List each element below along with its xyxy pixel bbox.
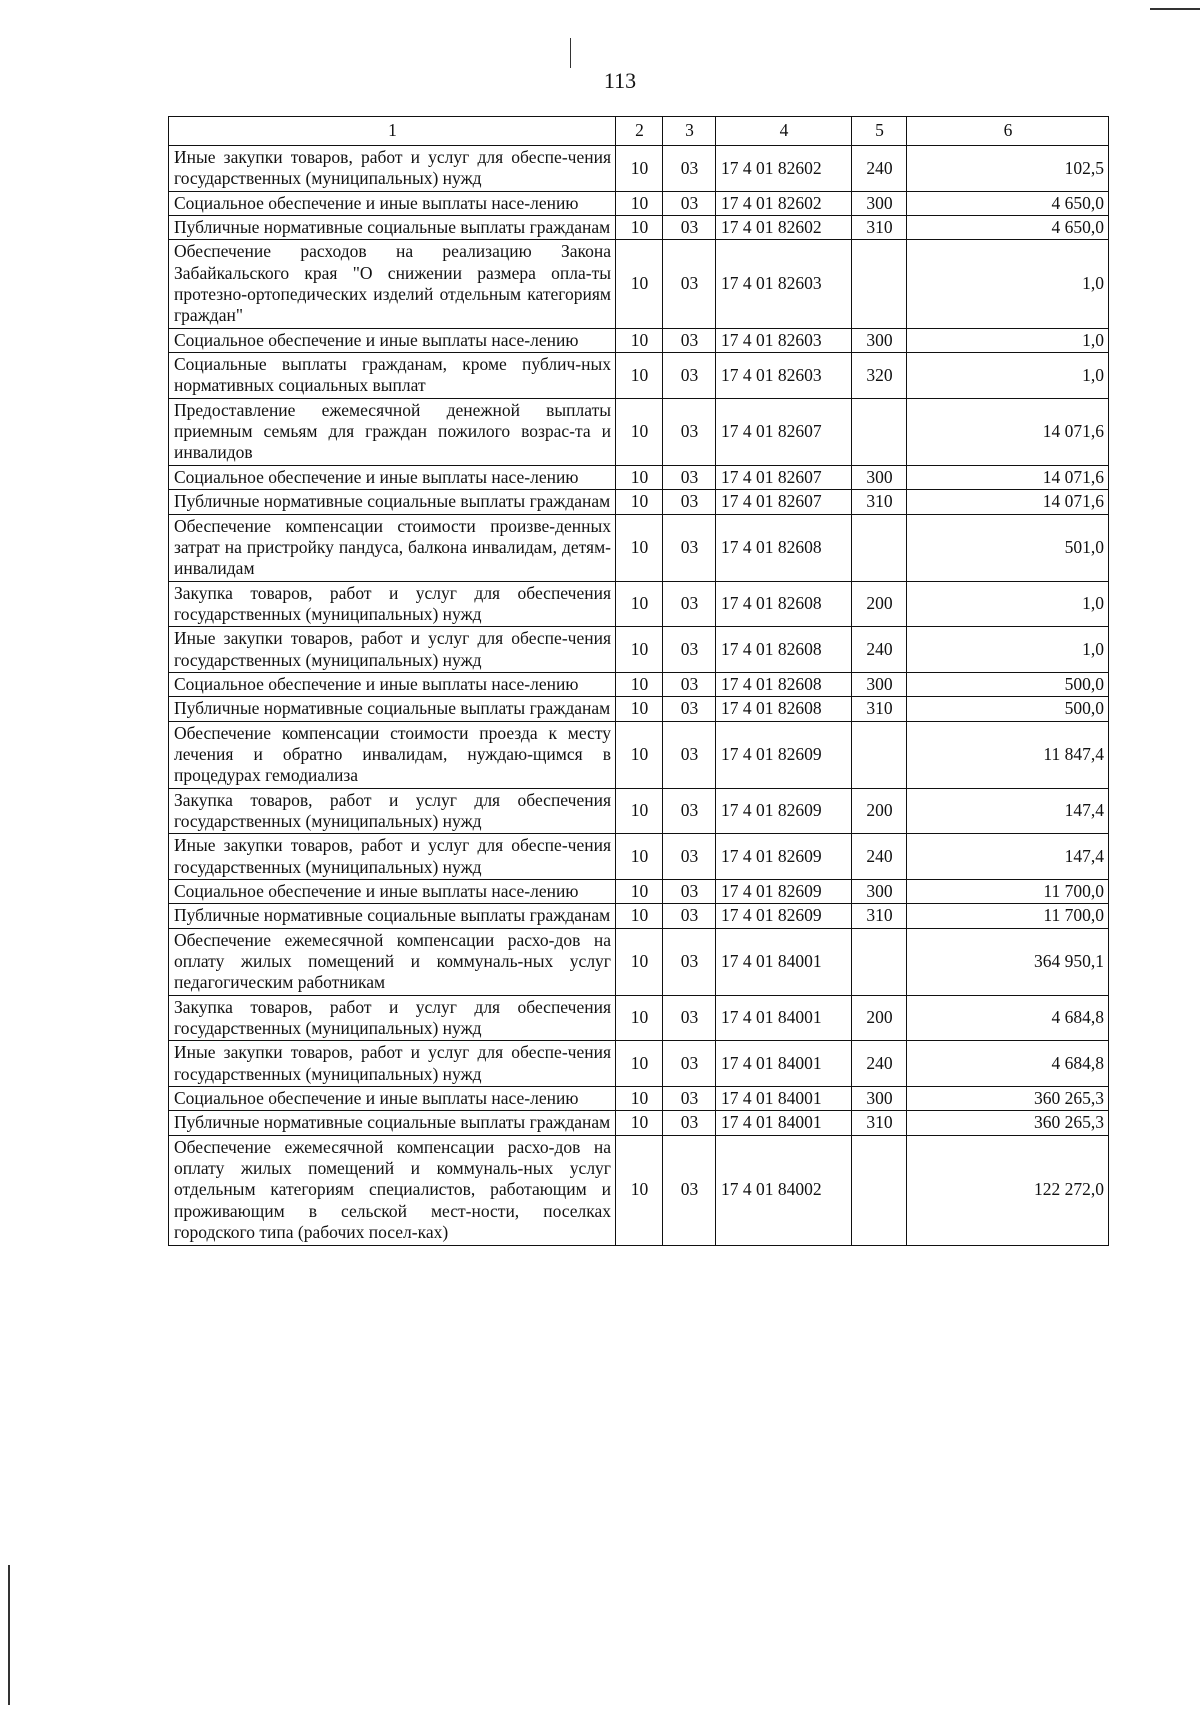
- table-row: [169, 904, 1109, 928]
- table-row: [169, 465, 1109, 489]
- table-row: [169, 834, 1109, 880]
- row-expense-type-cell: [852, 721, 907, 788]
- table-row: [169, 697, 1109, 721]
- row-section-cell: 10: [616, 398, 663, 465]
- row-sum-cell: 147,4: [907, 834, 1109, 880]
- row-subsection-cell: 03: [663, 904, 716, 928]
- table-row: [169, 1041, 1109, 1087]
- row-sum-cell: 360 265,3: [907, 1087, 1109, 1111]
- row-subsection-cell: 03: [663, 697, 716, 721]
- row-section-cell: 10: [616, 627, 663, 673]
- row-expense-type-cell: 300: [852, 191, 907, 215]
- row-section-cell: 10: [616, 490, 663, 514]
- row-name-cell: Иные закупки товаров, работ и услуг для обеспе-чения государственных (муниципальных) нужд: [169, 146, 616, 192]
- row-subsection-cell: 03: [663, 1111, 716, 1135]
- row-section-cell: 10: [616, 697, 663, 721]
- row-section-cell: 10: [616, 995, 663, 1041]
- row-subsection-cell: 03: [663, 490, 716, 514]
- table-row: [169, 353, 1109, 399]
- row-sum-cell: 11 700,0: [907, 904, 1109, 928]
- row-target-code-cell: 17 4 01 82603: [716, 328, 852, 352]
- row-section-cell: 10: [616, 1087, 663, 1111]
- row-expense-type-cell: [852, 928, 907, 995]
- row-name-cell: Социальное обеспечение и иные выплаты насе-лению: [169, 1087, 616, 1111]
- table-row: [169, 216, 1109, 240]
- table-row: [169, 721, 1109, 788]
- row-section-cell: 10: [616, 191, 663, 215]
- table-row: [169, 880, 1109, 904]
- row-expense-type-cell: [852, 1135, 907, 1245]
- row-subsection-cell: 03: [663, 834, 716, 880]
- table-row: [169, 328, 1109, 352]
- row-subsection-cell: 03: [663, 240, 716, 328]
- row-sum-cell: 500,0: [907, 672, 1109, 696]
- row-section-cell: 10: [616, 353, 663, 399]
- table-header-row: [169, 117, 1109, 146]
- row-target-code-cell: 17 4 01 84001: [716, 928, 852, 995]
- row-name-cell: Закупка товаров, работ и услуг для обеспечения государственных (муниципальных) нужд: [169, 788, 616, 834]
- row-sum-cell: 122 272,0: [907, 1135, 1109, 1245]
- row-target-code-cell: 17 4 01 82608: [716, 672, 852, 696]
- table-row: [169, 1087, 1109, 1111]
- table-row: [169, 240, 1109, 328]
- row-subsection-cell: 03: [663, 1087, 716, 1111]
- header-cell-2: 2: [616, 117, 663, 146]
- row-name-cell: Социальные выплаты гражданам, кроме публич-ных нормативных социальных выплат: [169, 353, 616, 399]
- row-target-code-cell: 17 4 01 82609: [716, 904, 852, 928]
- row-name-cell: Обеспечение расходов на реализацию Закона Забайкальского края "О снижении размера опла-ты протезно-ортопедических изделий отдельным категориям граждан": [169, 240, 616, 328]
- row-target-code-cell: 17 4 01 82602: [716, 191, 852, 215]
- row-sum-cell: 1,0: [907, 240, 1109, 328]
- row-expense-type-cell: 300: [852, 672, 907, 696]
- row-target-code-cell: 17 4 01 82607: [716, 398, 852, 465]
- scan-mark-top-right: [1150, 8, 1200, 10]
- row-name-cell: Закупка товаров, работ и услуг для обеспечения государственных (муниципальных) нужд: [169, 995, 616, 1041]
- row-target-code-cell: 17 4 01 84001: [716, 1087, 852, 1111]
- row-name-cell: Социальное обеспечение и иные выплаты насе-лению: [169, 191, 616, 215]
- row-sum-cell: 11 700,0: [907, 880, 1109, 904]
- row-section-cell: 10: [616, 834, 663, 880]
- row-sum-cell: 147,4: [907, 788, 1109, 834]
- row-sum-cell: 1,0: [907, 353, 1109, 399]
- row-section-cell: 10: [616, 880, 663, 904]
- row-target-code-cell: 17 4 01 82609: [716, 788, 852, 834]
- row-name-cell: Иные закупки товаров, работ и услуг для обеспе-чения государственных (муниципальных) нужд: [169, 834, 616, 880]
- scan-mark-top-center: [570, 38, 571, 68]
- row-target-code-cell: 17 4 01 82608: [716, 697, 852, 721]
- table-row: [169, 1135, 1109, 1245]
- row-name-cell: Социальное обеспечение и иные выплаты насе-лению: [169, 328, 616, 352]
- row-name-cell: Обеспечение ежемесячной компенсации расхо-дов на оплату жилых помещений и коммуналь-ных услуг педагогическим работникам: [169, 928, 616, 995]
- row-target-code-cell: 17 4 01 84001: [716, 1041, 852, 1087]
- row-name-cell: Иные закупки товаров, работ и услуг для обеспе-чения государственных (муниципальных) нужд: [169, 1041, 616, 1087]
- row-sum-cell: 1,0: [907, 581, 1109, 627]
- row-target-code-cell: 17 4 01 82607: [716, 465, 852, 489]
- row-sum-cell: 11 847,4: [907, 721, 1109, 788]
- row-section-cell: 10: [616, 216, 663, 240]
- row-sum-cell: 501,0: [907, 514, 1109, 581]
- row-target-code-cell: 17 4 01 82602: [716, 216, 852, 240]
- header-cell-4: 4: [716, 117, 852, 146]
- row-target-code-cell: 17 4 01 82609: [716, 721, 852, 788]
- row-target-code-cell: 17 4 01 84001: [716, 1111, 852, 1135]
- row-expense-type-cell: 300: [852, 328, 907, 352]
- header-cell-5: 5: [852, 117, 907, 146]
- row-name-cell: Публичные нормативные социальные выплаты гражданам: [169, 904, 616, 928]
- row-section-cell: 10: [616, 1135, 663, 1245]
- table-row: [169, 928, 1109, 995]
- header-cell-3: 3: [663, 117, 716, 146]
- row-expense-type-cell: 300: [852, 880, 907, 904]
- row-target-code-cell: 17 4 01 82609: [716, 880, 852, 904]
- row-sum-cell: 4 684,8: [907, 1041, 1109, 1087]
- row-section-cell: 10: [616, 1041, 663, 1087]
- row-target-code-cell: 17 4 01 82607: [716, 490, 852, 514]
- row-sum-cell: 14 071,6: [907, 465, 1109, 489]
- row-sum-cell: 1,0: [907, 328, 1109, 352]
- row-subsection-cell: 03: [663, 721, 716, 788]
- row-section-cell: 10: [616, 146, 663, 192]
- table-row: [169, 191, 1109, 215]
- row-name-cell: Обеспечение компенсации стоимости произве-денных затрат на пристройку пандуса, балкона инвалидам, детям-инвалидам: [169, 514, 616, 581]
- row-name-cell: Публичные нормативные социальные выплаты гражданам: [169, 1111, 616, 1135]
- row-name-cell: Публичные нормативные социальные выплаты гражданам: [169, 216, 616, 240]
- row-subsection-cell: 03: [663, 995, 716, 1041]
- table-row: [169, 788, 1109, 834]
- row-target-code-cell: 17 4 01 82609: [716, 834, 852, 880]
- row-subsection-cell: 03: [663, 928, 716, 995]
- row-target-code-cell: 17 4 01 82603: [716, 240, 852, 328]
- page-number: 113: [603, 68, 637, 93]
- row-sum-cell: 4 650,0: [907, 191, 1109, 215]
- row-expense-type-cell: 200: [852, 995, 907, 1041]
- row-name-cell: Закупка товаров, работ и услуг для обеспечения государственных (муниципальных) нужд: [169, 581, 616, 627]
- row-section-cell: 10: [616, 928, 663, 995]
- row-section-cell: 10: [616, 672, 663, 696]
- header-cell-6: 6: [907, 117, 1109, 146]
- row-target-code-cell: 17 4 01 82602: [716, 146, 852, 192]
- table-row: [169, 514, 1109, 581]
- row-sum-cell: 4 650,0: [907, 216, 1109, 240]
- row-subsection-cell: 03: [663, 398, 716, 465]
- row-sum-cell: 364 950,1: [907, 928, 1109, 995]
- row-target-code-cell: 17 4 01 82608: [716, 514, 852, 581]
- row-target-code-cell: 17 4 01 82608: [716, 627, 852, 673]
- row-expense-type-cell: 200: [852, 788, 907, 834]
- row-subsection-cell: 03: [663, 353, 716, 399]
- row-expense-type-cell: [852, 514, 907, 581]
- row-expense-type-cell: 310: [852, 1111, 907, 1135]
- row-expense-type-cell: 310: [852, 904, 907, 928]
- row-subsection-cell: 03: [663, 191, 716, 215]
- row-section-cell: 10: [616, 328, 663, 352]
- row-section-cell: 10: [616, 788, 663, 834]
- row-subsection-cell: 03: [663, 672, 716, 696]
- budget-table: [168, 116, 1109, 1246]
- row-sum-cell: 4 684,8: [907, 995, 1109, 1041]
- row-subsection-cell: 03: [663, 514, 716, 581]
- table-row: [169, 146, 1109, 192]
- table-row: [169, 581, 1109, 627]
- row-subsection-cell: 03: [663, 328, 716, 352]
- row-target-code-cell: 17 4 01 82603: [716, 353, 852, 399]
- row-subsection-cell: 03: [663, 627, 716, 673]
- header-cell-1: 1: [169, 117, 616, 146]
- row-section-cell: 10: [616, 514, 663, 581]
- row-name-cell: Социальное обеспечение и иные выплаты насе-лению: [169, 880, 616, 904]
- row-sum-cell: 1,0: [907, 627, 1109, 673]
- row-name-cell: Социальное обеспечение и иные выплаты насе-лению: [169, 672, 616, 696]
- row-expense-type-cell: [852, 398, 907, 465]
- row-section-cell: 10: [616, 721, 663, 788]
- row-name-cell: Социальное обеспечение и иные выплаты насе-лению: [169, 465, 616, 489]
- table-row: [169, 398, 1109, 465]
- row-subsection-cell: 03: [663, 581, 716, 627]
- row-sum-cell: 14 071,6: [907, 398, 1109, 465]
- row-expense-type-cell: 240: [852, 627, 907, 673]
- row-name-cell: Публичные нормативные социальные выплаты гражданам: [169, 490, 616, 514]
- row-expense-type-cell: 240: [852, 146, 907, 192]
- row-section-cell: 10: [616, 581, 663, 627]
- row-subsection-cell: 03: [663, 1135, 716, 1245]
- row-name-cell: Обеспечение ежемесячной компенсации расхо-дов на оплату жилых помещений и коммуналь-ных услуг отдельным категориям специалистов, работающим и проживающим в сельской мест-ности, поселках городского типа (рабочих посел-ках): [169, 1135, 616, 1245]
- row-expense-type-cell: 320: [852, 353, 907, 399]
- row-name-cell: Предоставление ежемесячной денежной выплаты приемным семьям для граждан пожилого возрас-та и инвалидов: [169, 398, 616, 465]
- row-subsection-cell: 03: [663, 788, 716, 834]
- row-expense-type-cell: 300: [852, 1087, 907, 1111]
- row-expense-type-cell: 200: [852, 581, 907, 627]
- row-subsection-cell: 03: [663, 880, 716, 904]
- row-target-code-cell: 17 4 01 82608: [716, 581, 852, 627]
- row-subsection-cell: 03: [663, 1041, 716, 1087]
- row-name-cell: Иные закупки товаров, работ и услуг для обеспе-чения государственных (муниципальных) нужд: [169, 627, 616, 673]
- row-section-cell: 10: [616, 240, 663, 328]
- row-name-cell: Обеспечение компенсации стоимости проезда к месту лечения и обратно инвалидам, нуждаю-щимся в процедурах гемодиализа: [169, 721, 616, 788]
- row-subsection-cell: 03: [663, 146, 716, 192]
- row-expense-type-cell: 310: [852, 216, 907, 240]
- row-expense-type-cell: 240: [852, 834, 907, 880]
- row-subsection-cell: 03: [663, 465, 716, 489]
- row-name-cell: Публичные нормативные социальные выплаты гражданам: [169, 697, 616, 721]
- row-target-code-cell: 17 4 01 84001: [716, 995, 852, 1041]
- row-section-cell: 10: [616, 1111, 663, 1135]
- scan-mark-left-edge: [8, 1565, 10, 1705]
- row-sum-cell: 360 265,3: [907, 1111, 1109, 1135]
- row-expense-type-cell: 300: [852, 465, 907, 489]
- table-row: [169, 995, 1109, 1041]
- row-expense-type-cell: 310: [852, 697, 907, 721]
- row-target-code-cell: 17 4 01 84002: [716, 1135, 852, 1245]
- row-expense-type-cell: [852, 240, 907, 328]
- row-sum-cell: 500,0: [907, 697, 1109, 721]
- row-sum-cell: 14 071,6: [907, 490, 1109, 514]
- row-expense-type-cell: 240: [852, 1041, 907, 1087]
- row-section-cell: 10: [616, 904, 663, 928]
- row-sum-cell: 102,5: [907, 146, 1109, 192]
- table-row: [169, 627, 1109, 673]
- table-row: [169, 672, 1109, 696]
- row-section-cell: 10: [616, 465, 663, 489]
- table-body: [169, 117, 1109, 1246]
- row-expense-type-cell: 310: [852, 490, 907, 514]
- table-row: [169, 1111, 1109, 1135]
- row-subsection-cell: 03: [663, 216, 716, 240]
- table-row: [169, 490, 1109, 514]
